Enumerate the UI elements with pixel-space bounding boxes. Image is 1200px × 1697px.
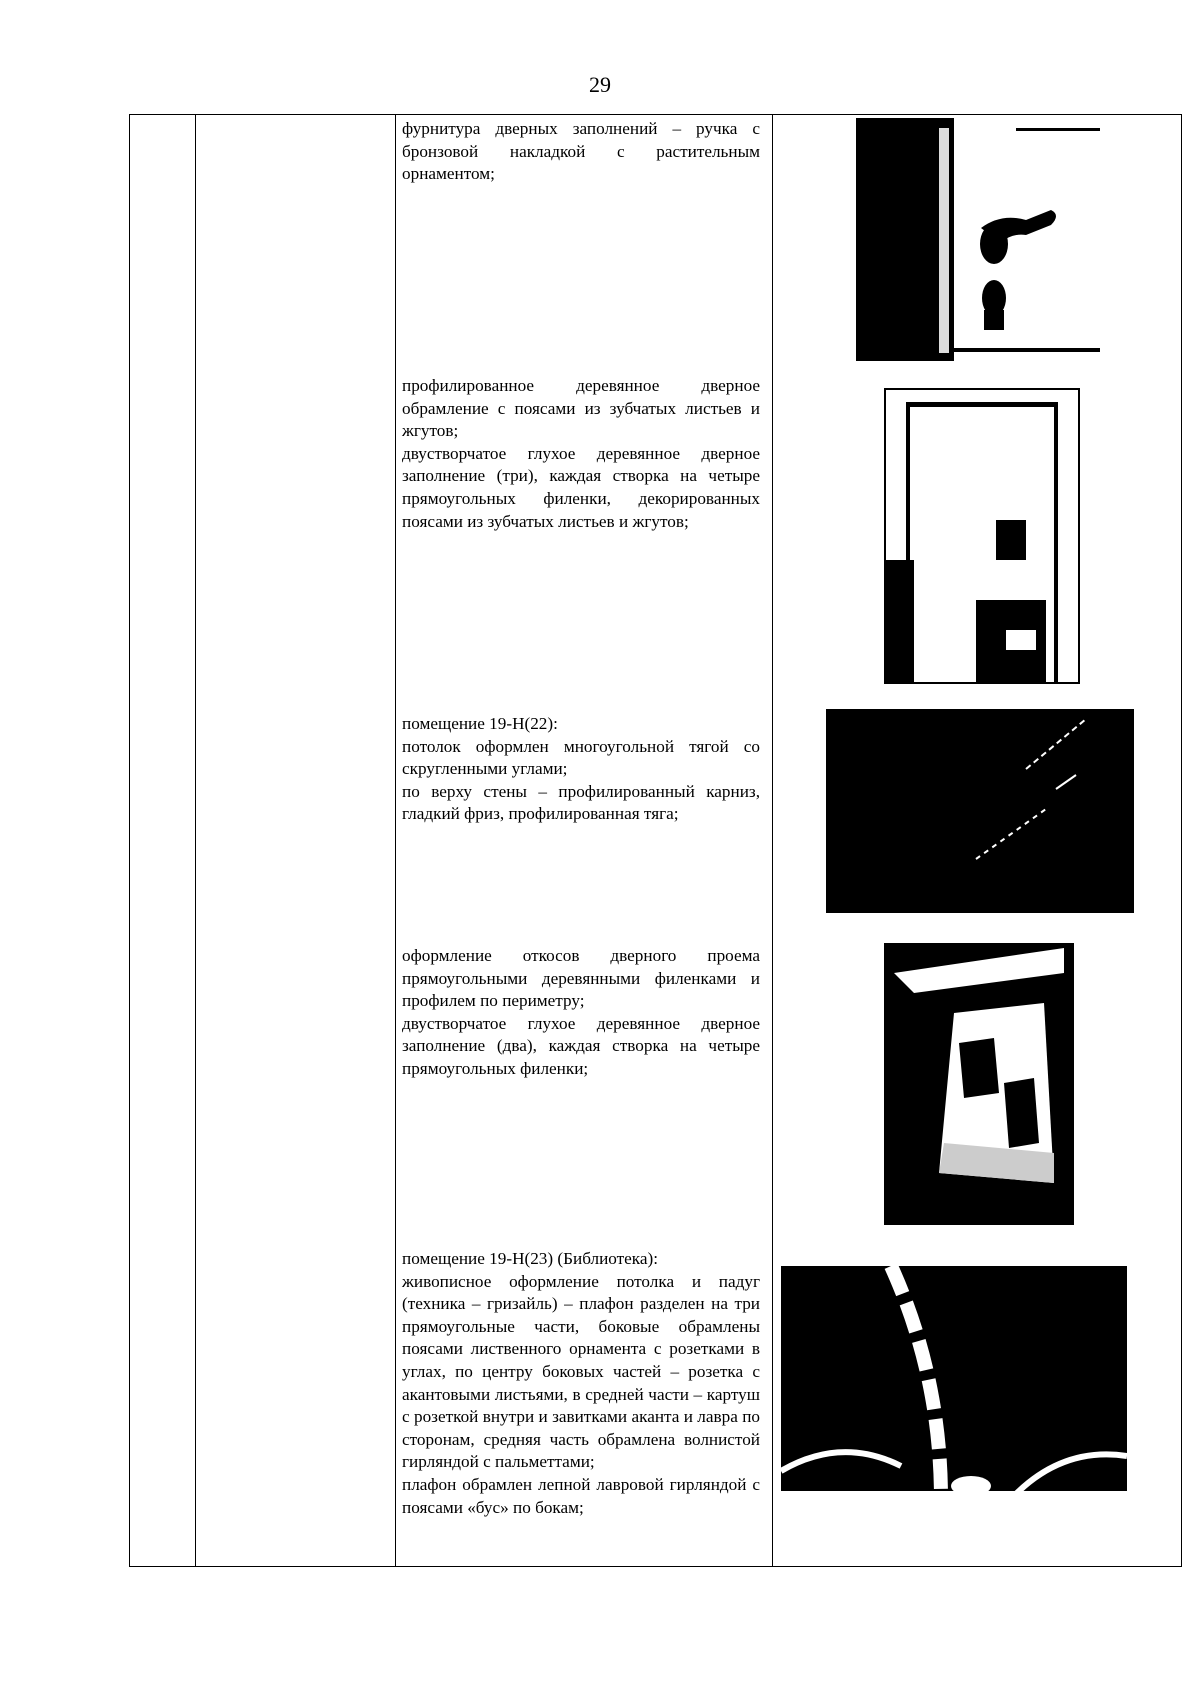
row-1-text bbox=[402, 118, 760, 186]
row-4-text bbox=[402, 945, 760, 1081]
page-number: 29 bbox=[589, 72, 611, 97]
photo-door-frame bbox=[884, 388, 1080, 684]
row-4-line-1: оформление откосов дверного проема прямоугольными деревянными филенками и профилем по периметру; bbox=[402, 946, 760, 1011]
row-5-line-2: живописное оформление потолка и падуг (техника – гризайль) – плафон разделен на три прямоугольные части, боковые обрамлены поясами лиственного орнамента с розетками в углах, по центру боковых частей – розетка с акантовыми листьями, в средней части – картуш с розеткой внутри и завитками аканта и лавра по сторонам, средняя часть обрамлена волнистой гирляндой с пальметтами; bbox=[402, 1271, 760, 1472]
photo-ceiling-cornice bbox=[826, 709, 1134, 913]
column-divider-1 bbox=[195, 115, 196, 1566]
column-divider-2 bbox=[395, 115, 396, 1566]
row-2-text bbox=[402, 375, 760, 533]
row-2-line-2: двустворчатое глухое деревянное дверное заполнение (три), каждая створка на четыре прямоугольных филенки, декорированных поясами из зубчатых листьев и жгутов; bbox=[402, 443, 760, 531]
photo-door-handle bbox=[856, 118, 1100, 361]
row-5-line-3: плафон обрамлен лепной лавровой гирляндой с поясами «бус» по бокам; bbox=[402, 1474, 760, 1517]
row-3-text bbox=[402, 713, 760, 826]
row-5-line-1: помещение 19-Н(23) (Библиотека): bbox=[402, 1249, 659, 1268]
row-1-line-1: фурнитура дверных заполнений – ручка с бронзовой накладкой с растительным орнаментом; bbox=[402, 119, 760, 184]
row-3-line-1: помещение 19-Н(22): bbox=[402, 714, 558, 733]
row-3-line-3: по верху стены – профилированный карниз, гладкий фриз, профилированная тяга; bbox=[402, 781, 760, 824]
column-divider-3 bbox=[772, 115, 773, 1566]
row-2-line-1: профилированное деревянное дверное обрамление с поясами из зубчатых листьев и жгутов; bbox=[402, 376, 760, 441]
row-3-line-2: потолок оформлен многоугольной тягой со скругленными углами; bbox=[402, 736, 760, 779]
row-4-line-2: двустворчатое глухое деревянное дверное заполнение (два), каждая створка на четыре прямоугольных филенки; bbox=[402, 1013, 760, 1078]
photo-library-ceiling bbox=[781, 1266, 1127, 1499]
photo-door-opening bbox=[884, 943, 1074, 1225]
row-5-text bbox=[402, 1248, 760, 1519]
